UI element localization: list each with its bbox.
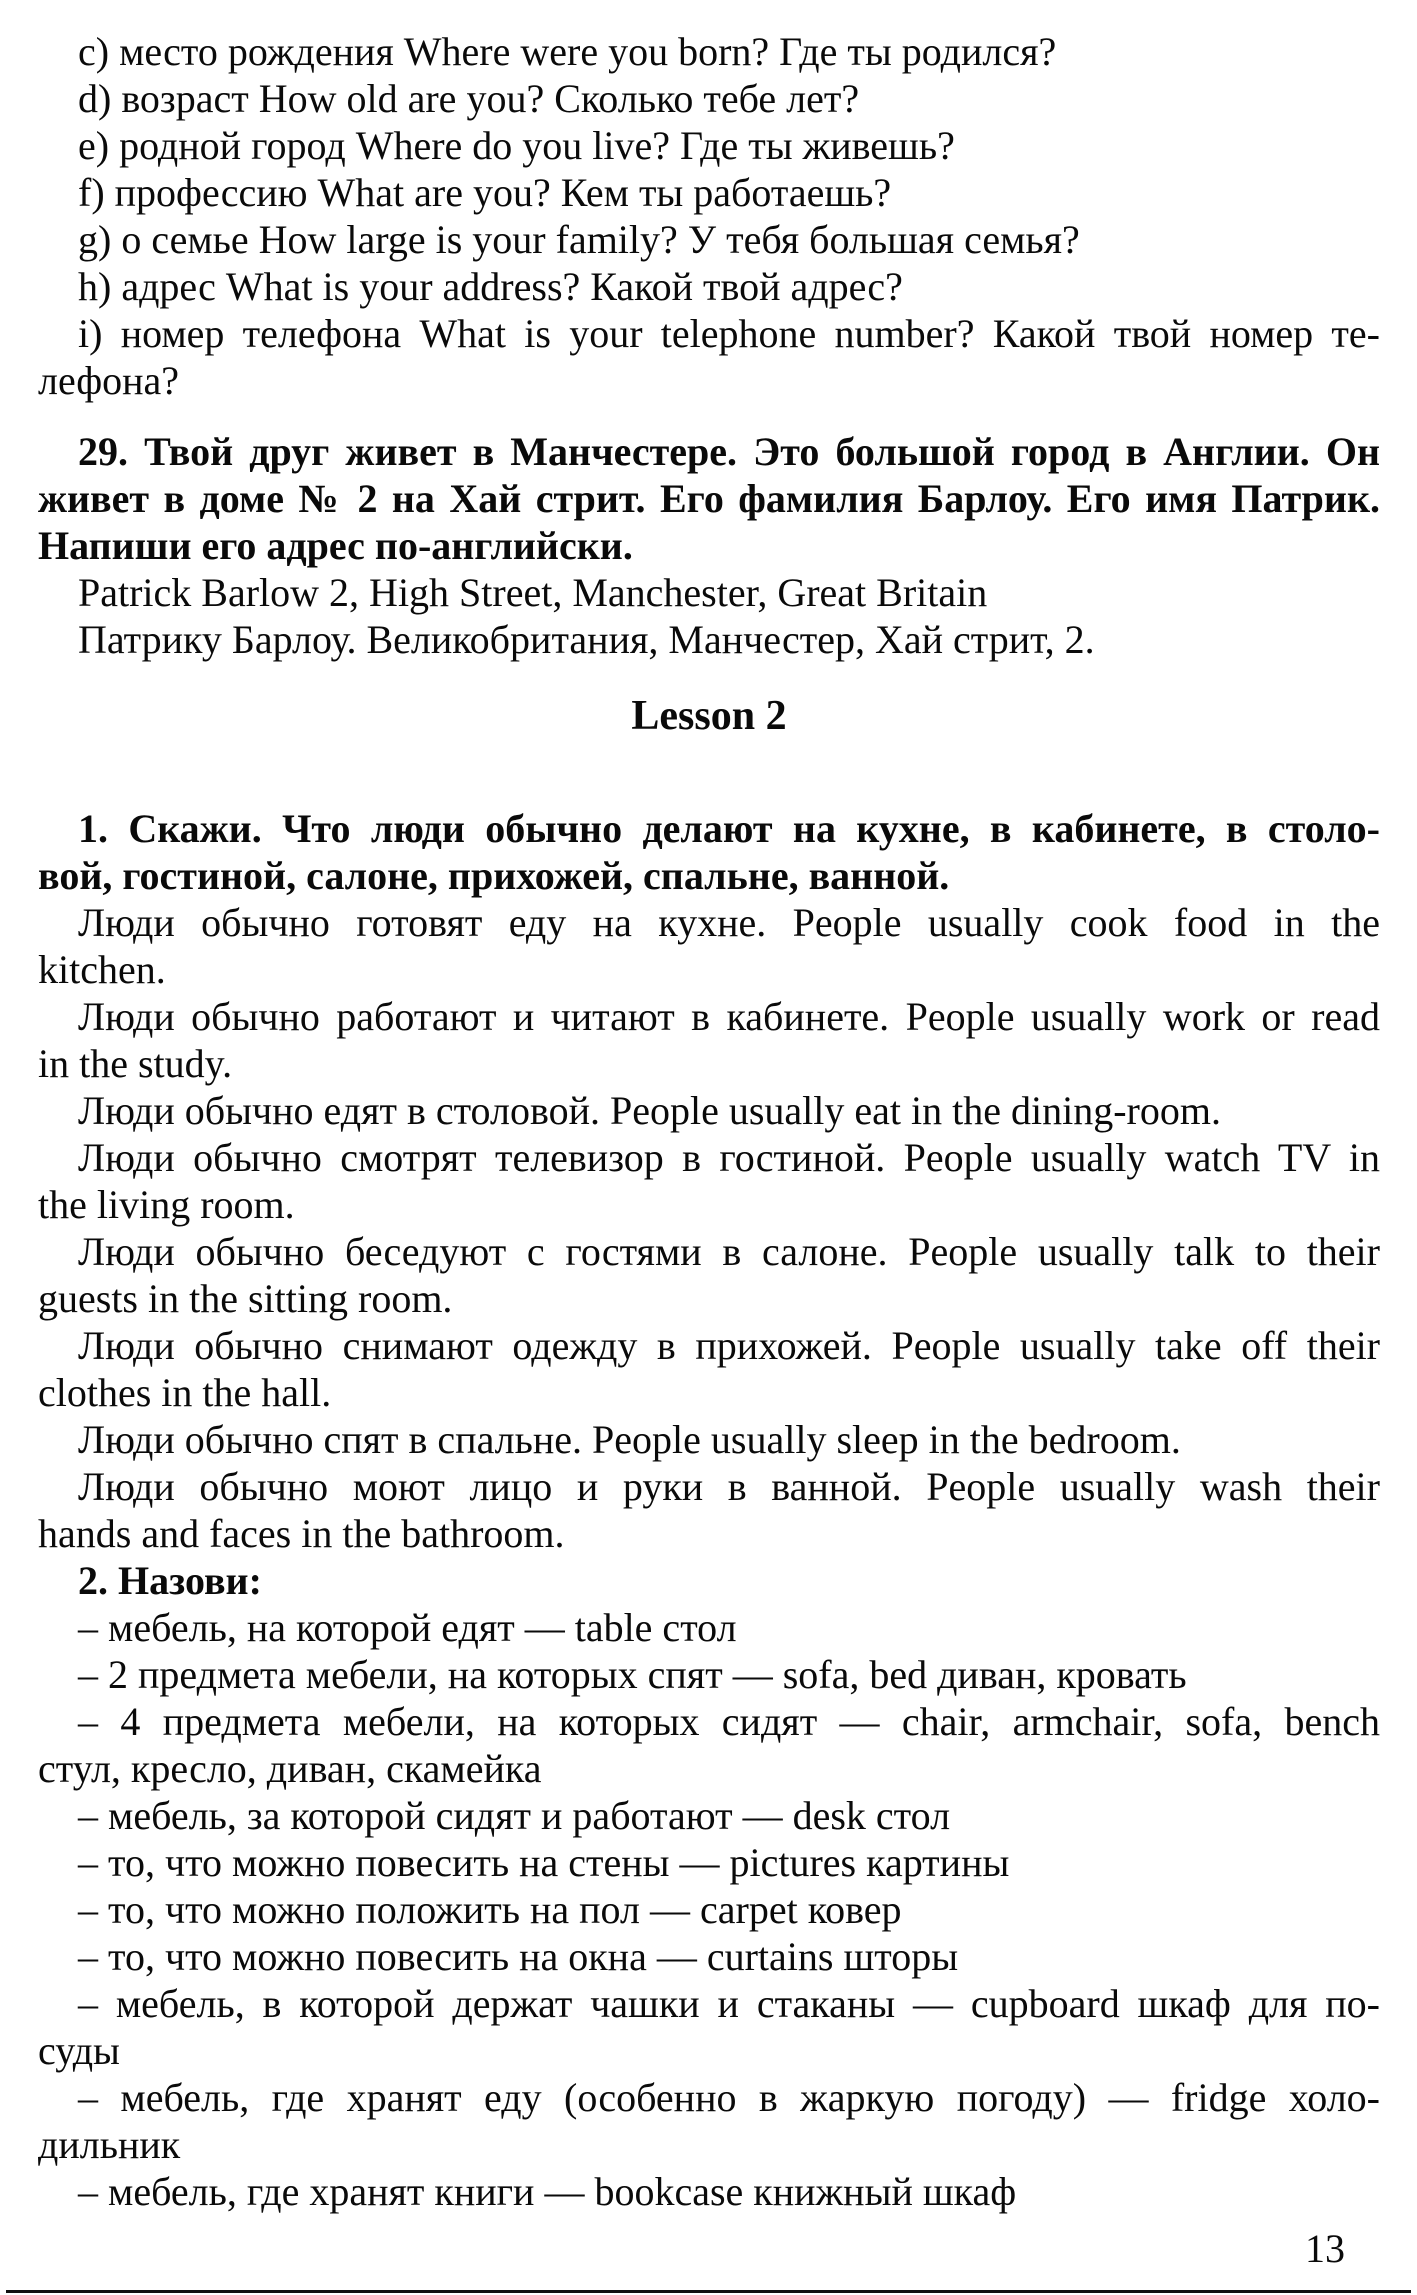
text-line: суды xyxy=(38,2028,120,2073)
scan-artifact-line xyxy=(6,2290,1411,2293)
text-line: Люди обычно снимают одежду в прихожей. People usually take off their xyxy=(78,1323,1380,1368)
section-task-29 xyxy=(38,428,1380,663)
text-line: f) профессию What are you? Кем ты работаешь? xyxy=(78,170,892,215)
text-line: – мебель, в которой держат чашки и стаканы — cupboard шкаф для по- xyxy=(78,1981,1380,2026)
text-line: – 2 предмета мебели, на которых спят — sofa, bed диван, кровать xyxy=(78,1652,1187,1697)
section-intro-items xyxy=(38,28,1380,404)
text-line: hands and faces in the bathroom. xyxy=(38,1511,565,1556)
lesson-2-heading xyxy=(38,693,1380,740)
text-line: Люди обычно моют лицо и руки в ванной. People usually wash their xyxy=(78,1464,1380,1509)
page-number: 13 xyxy=(1305,2226,1345,2271)
text-line: 1. Скажи. Что люди обычно делают на кухне, в кабинете, в столо- xyxy=(78,806,1380,851)
text-line: Люди обычно смотрят телевизор в гостиной. People usually watch TV in xyxy=(78,1135,1380,1180)
text-line: clothes in the hall. xyxy=(38,1370,332,1415)
text-line: Люди обычно спят в спальне. People usually sleep in the bedroom. xyxy=(78,1417,1181,1462)
text-line: c) место рождения Where were you born? Где ты родился? xyxy=(78,29,1057,74)
text-line: Люди обычно едят в столовой. People usually eat in the dining-room. xyxy=(78,1088,1221,1133)
text-line: Люди обычно готовят еду на кухне. People usually cook food in the xyxy=(78,900,1380,945)
text-line: – то, что можно повесить на стены — pictures картины xyxy=(78,1840,1010,1885)
text-line: Напиши его адрес по-английски. xyxy=(38,523,633,568)
text-line: e) родной город Where do you live? Где ты живешь? xyxy=(78,123,955,168)
text-line: Patrick Barlow 2, High Street, Manchester, Great Britain xyxy=(78,570,988,615)
text-line: – то, что можно повесить на окна — curtains шторы xyxy=(78,1934,959,1979)
text-line: – 4 предмета мебели, на которых сидят — chair, armchair, sofa, bench xyxy=(78,1699,1380,1744)
section-task-2 xyxy=(38,1557,1380,2215)
text-line: лефона? xyxy=(38,358,180,403)
text-line: g) о семье How large is your family? У тебя большая семья? xyxy=(78,217,1080,262)
text-line: – мебель, где хранят книги — bookcase книжный шкаф xyxy=(78,2169,1017,2214)
text-line: – мебель, за которой сидят и работают — desk стол xyxy=(78,1793,951,1838)
text-line: Патрику Барлоу. Великобритания, Манчестер, Хай стрит, 2. xyxy=(78,617,1095,662)
text-line: guests in the sitting room. xyxy=(38,1276,453,1321)
text-line: – мебель, на которой едят — table стол xyxy=(78,1605,737,1650)
text-line: the living room. xyxy=(38,1182,295,1227)
text-line: in the study. xyxy=(38,1041,233,1086)
text-line: 29. Твой друг живет в Манчестере. Это большой город в Англии. Он xyxy=(78,429,1380,474)
text-line: стул, кресло, диван, скамейка xyxy=(38,1746,542,1791)
text-line: – мебель, где хранят еду (особенно в жаркую погоду) — fridge холо- xyxy=(78,2075,1380,2120)
text-line: Люди обычно работают и читают в кабинете. People usually work or read xyxy=(78,994,1380,1039)
text-line: дильник xyxy=(38,2122,181,2167)
text-line: живет в доме № 2 на Хай стрит. Его фамилия Барлоу. Его имя Патрик. xyxy=(38,476,1380,521)
lesson-heading-text: Lesson 2 xyxy=(631,693,787,739)
text-line: 2. Назови: xyxy=(78,1558,262,1603)
text-line: вой, гостиной, салоне, прихожей, спальне, ванной. xyxy=(38,853,950,898)
text-line: – то, что можно положить на пол — carpet ковер xyxy=(78,1887,902,1932)
text-line: kitchen. xyxy=(38,947,166,992)
text-line: i) номер телефона What is your telephone number? Какой твой номер те- xyxy=(78,311,1380,356)
section-task-1 xyxy=(38,805,1380,1557)
text-line: Люди обычно беседуют с гостями в салоне. People usually talk to their xyxy=(78,1229,1380,1274)
text-line: h) адрес What is your address? Какой твой адрес? xyxy=(78,264,903,309)
text-line: d) возраст How old are you? Сколько тебе лет? xyxy=(78,76,860,121)
